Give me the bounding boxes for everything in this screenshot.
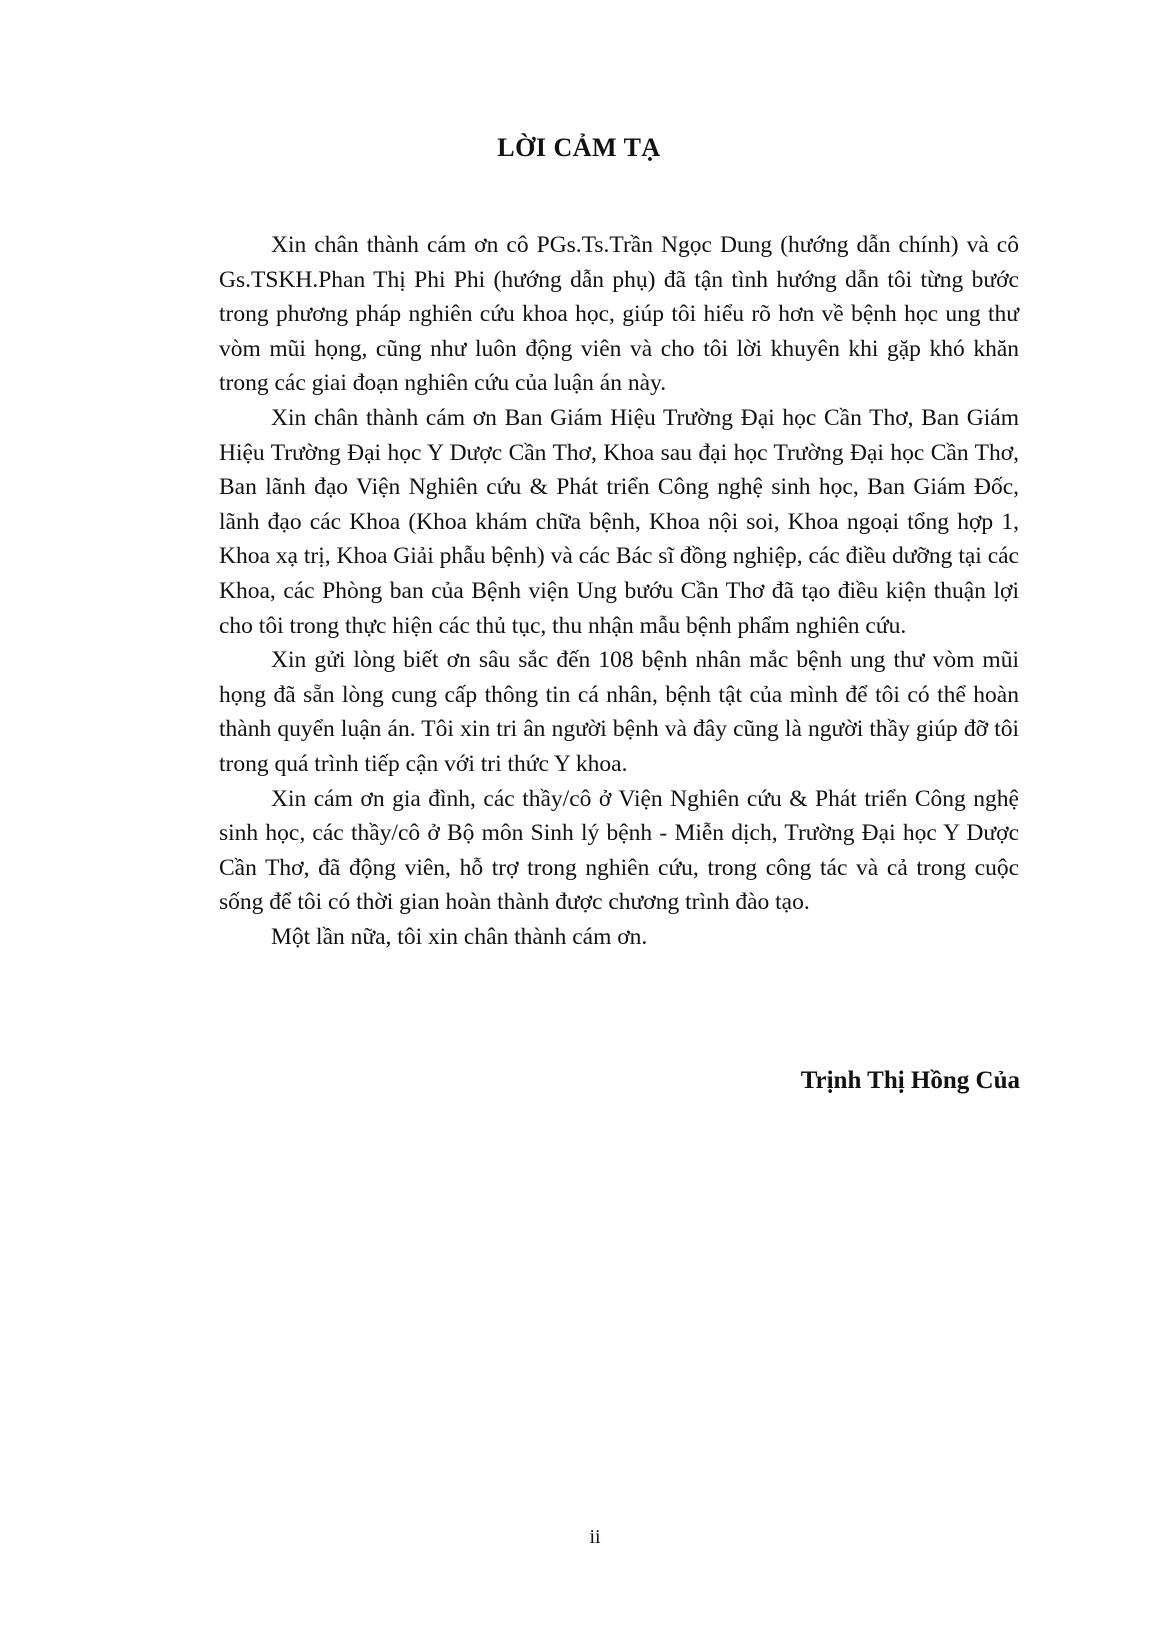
author-signature: Trịnh Thị Hồng Của bbox=[800, 1067, 1020, 1094]
acknowledgement-body bbox=[219, 228, 1019, 954]
paragraph-institutions: Xin chân thành cám ơn Ban Giám Hiệu Trường Đại học Cần Thơ, Ban Giám Hiệu Trường Đại học Y Dược Cần Thơ, Khoa sau đại học Trường Đại học Cần Thơ, Ban lãnh đạo Viện Nghiên cứu & Phát triển Công nghệ sinh học, Ban Giám Đốc, lãnh đạo các Khoa (Khoa khám chữa bệnh, Khoa nội soi, Khoa ngoại tổng hợp 1, Khoa xạ trị, Khoa Giải phẫu bệnh) và các Bác sĩ đồng nghiệp, các điều dưỡng tại các Khoa, các Phòng ban của Bệnh viện Ung bướu Cần Thơ đã tạo điều kiện thuận lợi cho tôi trong thực hiện các thủ tục, thu nhận mẫu bệnh phẩm nghiên cứu. bbox=[219, 404, 1019, 639]
page-title: LỜI CẢM TẠ bbox=[497, 133, 661, 162]
paragraph-closing: Một lần nữa, tôi xin chân thành cám ơn. bbox=[271, 923, 648, 950]
paragraph-supervisors: Xin chân thành cám ơn cô PGs.Ts.Trần Ngọc Dung (hướng dẫn chính) và cô Gs.TSKH.Phan Thị Phi Phi (hướng dẫn phụ) đã tận tình hướng dẫn tôi từng bước trong phương pháp nghiên cứu khoa học, giúp tôi hiểu rõ hơn về bệnh học ung thư vòm mũi họng, cũng như luôn động viên và cho tôi lời khuyên khi gặp khó khăn trong các giai đoạn nghiên cứu của luận án này. bbox=[219, 232, 1019, 397]
paragraph-patients: Xin gửi lòng biết ơn sâu sắc đến 108 bệnh nhân mắc bệnh ung thư vòm mũi họng đã sẵn lòng cung cấp thông tin cá nhân, bệnh tật của mình để tôi có thể hoàn thành quyển luận án. Tôi xin tri ân người bệnh và đây cũng là người thầy giúp đỡ tôi trong quá trình tiếp cận với tri thức Y khoa. bbox=[219, 647, 1019, 777]
page-number: ii bbox=[589, 1526, 601, 1548]
paragraph-family-colleagues: Xin cám ơn gia đình, các thầy/cô ở Viện Nghiên cứu & Phát triển Công nghệ sinh học, các thầy/cô ở Bộ môn Sinh lý bệnh - Miễn dịch, Trường Đại học Y Dược Cần Thơ, đã động viên, hỗ trợ trong nghiên cứu, trong công tác và cả trong cuộc sống để tôi có thời gian hoàn thành được chương trình đào tạo. bbox=[219, 785, 1019, 916]
